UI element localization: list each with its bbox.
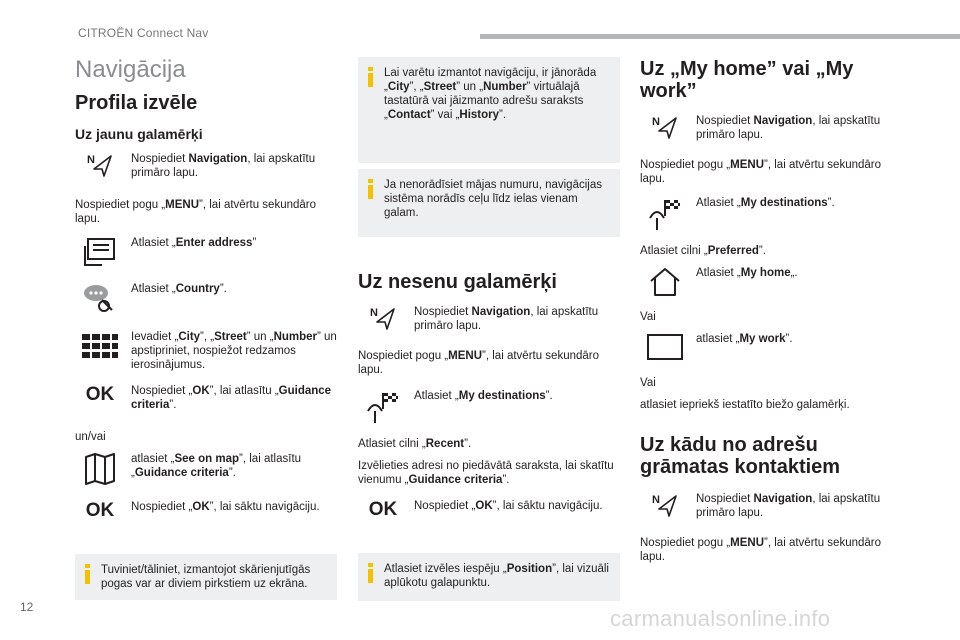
info-box: Lai varētu izmantot navigāciju, ir jānorāda „City”, „Street” un „Number” virtuālajā tastatūrā vai jāizmanto adrešu saraksts „Contact” vai „History”. xyxy=(358,57,620,163)
navigation-arrow-icon xyxy=(358,305,408,345)
step-ok-start: OK Nospiediet „OK”, lai sāktu navigāciju. xyxy=(75,500,337,544)
or-text: Vai xyxy=(640,311,656,323)
step-see-on-map: atlasiet „See on map”, lai atlasītu „Guidance criteria”. xyxy=(75,452,337,496)
step-my-destinations: Atlasiet „My destinations”. xyxy=(358,389,620,433)
destination-flag-icon xyxy=(358,389,408,429)
info-box: Ja nenorādīsiet mājas numuru, navigācijas sistēma norādīs ceļu līdz ielas vienam galam. xyxy=(358,169,620,237)
menu-instruction: Nospiediet pogu „MENU”, lai atvērtu sekundāro lapu. xyxy=(75,199,317,225)
ok-icon: OK xyxy=(85,500,115,521)
or-text: un/vai xyxy=(75,431,106,443)
ok-icon: OK xyxy=(85,384,115,405)
section-heading: Uz „My home” vai „My work” xyxy=(640,58,854,102)
menu-instruction: Nospiediet pogu „MENU”, lai atvērtu sekundāro lapu. xyxy=(358,350,600,376)
step-country: Atlasiet „Country”. xyxy=(75,282,337,326)
page-title: Navigācija xyxy=(75,56,186,83)
info-icon xyxy=(368,179,373,199)
speech-bubble-icon xyxy=(75,282,125,322)
keyboard-grid-icon xyxy=(75,330,125,370)
menu-instruction: Nospiediet pogu „MENU”, lai atvērtu sekundāro lapu. xyxy=(640,159,882,185)
column-2 xyxy=(358,57,620,601)
or-text: Vai xyxy=(640,377,656,389)
step-my-home: Atlasiet „My home„. xyxy=(640,266,902,310)
navigation-arrow-icon xyxy=(640,114,690,154)
column-1 xyxy=(75,52,337,600)
svg-text:N: N xyxy=(370,307,378,319)
step-my-work: atlasiet „My work”. xyxy=(640,332,902,376)
rectangle-icon xyxy=(640,332,690,372)
svg-text:N: N xyxy=(652,494,660,506)
step-my-destinations: Atlasiet „My destinations”. xyxy=(640,196,902,240)
step-navigation: N Nospiediet Navigation, lai apskatītu primāro lapu. xyxy=(75,152,337,196)
step-navigation: N Nospiediet Navigation, lai apskatītu primāro lapu. xyxy=(640,114,902,158)
info-icon xyxy=(85,564,90,584)
step-city-street: Ievadiet „City”, „Street” un „Number” un apstipriniet, nospiežot redzamos ierosinājumus. xyxy=(75,330,337,374)
info-box: Tuviniet/tāliniet, izmantojot skārienjutīgās pogas var ar diviem pirkstiem uz ekrāna. xyxy=(75,554,337,600)
section-heading: Uz kādu no adrešu grāmatas kontaktiem xyxy=(640,434,841,478)
ok-icon: OK xyxy=(368,499,398,520)
header-rule xyxy=(480,34,960,39)
preferred-tab-text: Atlasiet cilni „Preferred”. xyxy=(640,245,766,257)
subsection-heading: Uz jaunu galamērķi xyxy=(75,126,203,142)
page-number: 12 xyxy=(20,600,34,614)
svg-text:N: N xyxy=(652,116,660,128)
house-icon xyxy=(640,266,690,306)
header-title: CITROËN Connect Nav xyxy=(78,26,209,40)
watermark: carmanualsonline.info xyxy=(610,606,831,631)
section-heading: Uz nesenu galamērķi xyxy=(358,271,557,293)
column-3 xyxy=(640,58,902,564)
destination-flag-icon xyxy=(640,196,690,236)
info-icon xyxy=(368,67,373,87)
step-ok-start: OK Nospiediet „OK”, lai sāktu navigāciju. xyxy=(358,499,620,543)
choose-address-text: Izvēlieties adresi no piedāvātā saraksta, lai skatītu vienumu „Guidance criteria”. xyxy=(358,460,614,486)
svg-text:N: N xyxy=(87,154,95,166)
info-box: Atlasiet izvēles iespēju „Position”, lai vizuāli aplūkotu galapunktu. xyxy=(358,553,620,601)
menu-instruction: Nospiediet pogu „MENU”, lai atvērtu sekundāro lapu. xyxy=(640,537,882,563)
navigation-arrow-icon xyxy=(640,492,690,532)
navigation-arrow-icon xyxy=(75,152,125,192)
step-navigation: N Nospiediet Navigation, lai apskatītu primāro lapu. xyxy=(640,492,902,536)
info-icon xyxy=(368,563,373,583)
document-list-icon xyxy=(75,236,125,276)
section-heading: Profila izvēle xyxy=(75,92,198,114)
step-ok-criteria: OK Nospiediet „OK”, lai atlasītu „Guidance criteria”. xyxy=(75,384,337,428)
step-enter-address: Atlasiet „Enter address” xyxy=(75,236,337,280)
step-navigation: N Nospiediet Navigation, lai apskatītu primāro lapu. xyxy=(358,305,620,349)
recent-tab-text: Atlasiet cilni „Recent”. xyxy=(358,438,472,450)
folded-map-icon xyxy=(75,452,125,492)
preset-destination-text: atlasiet iepriekš iestatīto biežo galamērķi. xyxy=(640,399,850,411)
